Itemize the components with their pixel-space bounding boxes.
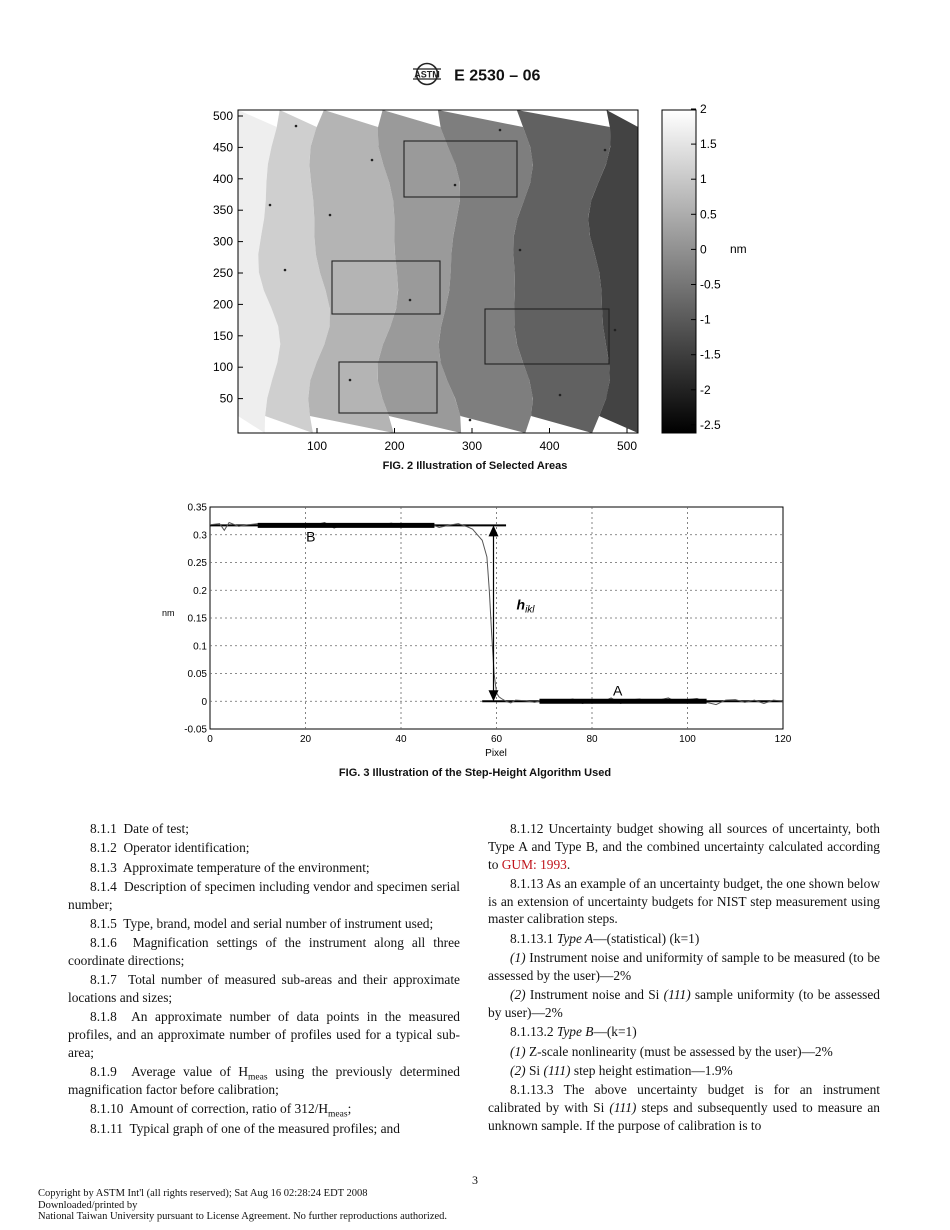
clause-8-1-6: 8.1.6 Magnification settings of the instrument along all three coordinate directions; <box>68 935 460 969</box>
x-tick-label: 100 <box>679 734 696 745</box>
y-tick-label: 0.2 <box>193 585 207 597</box>
y-tick-label: 350 <box>212 203 233 218</box>
colorbar-tick-label: 1 <box>700 172 707 187</box>
colorbar-tick-label: 1.5 <box>700 137 717 152</box>
colorbar-unit: nm <box>730 242 747 256</box>
colorbar-tick-label: -1.5 <box>700 347 721 362</box>
figure-2-image <box>0 0 950 460</box>
clause-8-1-1: 8.1.1 Date of test; <box>90 821 189 836</box>
right-text-column <box>488 820 880 1136</box>
y-tick-label: 50 <box>219 391 233 406</box>
y-tick-label: 100 <box>212 360 233 375</box>
speckle <box>269 204 272 207</box>
clause-8-1-5: 8.1.5 Type, brand, model and serial number of instrument used; <box>90 915 434 931</box>
figure-3-caption: FIG. 3 Illustration of the Step-Height Algorithm Used <box>338 767 612 779</box>
gum-reference-link[interactable]: GUM: 1993 <box>501 856 567 872</box>
x-tick-label: 20 <box>299 734 312 745</box>
colorbar-tick-label: -2.5 <box>700 417 721 432</box>
clause-8-1-9: 8.1.9 Average value of $H_{meas}$ using the previously determined magnification factor before calibration; <box>68 1064 460 1098</box>
colorbar-tick-label: 0.5 <box>700 207 717 222</box>
speckle <box>349 379 352 382</box>
colorbar-tick-label: 2 <box>700 102 707 116</box>
speckle <box>519 249 522 252</box>
y-tick-label: 150 <box>212 328 233 343</box>
speckle <box>614 329 617 332</box>
speckle <box>329 214 332 217</box>
clause-8-1-4: 8.1.4 Description of specimen including vendor and specimen serial number; <box>68 878 461 912</box>
topography-map <box>238 110 638 433</box>
speckle <box>371 159 374 162</box>
clause-8-1-3: 8.1.3 Approximate temperature of the environment; <box>90 859 370 875</box>
fit-label-B: B <box>306 528 316 545</box>
x-tick-label: 0 <box>207 734 213 745</box>
y-tick-label: 450 <box>212 140 233 155</box>
y-tick-label: 500 <box>212 109 233 123</box>
clause-8-1-13: 8.1.13 As an example of an uncertainty budget, the one shown below is an extension of uncertainty budgets for NIST step measurement using master calibration steps. <box>488 875 880 927</box>
y-tick-label: 250 <box>212 266 233 280</box>
clause-8-1-8: 8.1.8 An approximate number of data points in the measured profiles, and an approximate number of profiles used for a typical sub-area; <box>68 1009 460 1061</box>
y-tick-label: 0.05 <box>187 669 207 680</box>
speckle <box>295 125 298 128</box>
clause-8-1-2: 8.1.2 Operator identification; <box>90 840 250 856</box>
clause-8-1-10: 8.1.10 Amount of correction, ratio of $312/H_{meas}$; <box>90 1101 352 1121</box>
standard-designation: E 2530 – 06 <box>454 67 541 85</box>
y-tick-label: 300 <box>212 234 233 249</box>
y-tick-label: 0.1 <box>193 641 207 653</box>
x-tick-labels <box>207 734 792 745</box>
x-tick-label: 80 <box>586 734 598 745</box>
colorbar-tick-label: 0 <box>700 242 707 257</box>
fit-label-A: A <box>613 682 623 699</box>
y-axis-label: nm <box>162 608 175 618</box>
x-tick-label: 500 <box>616 439 638 453</box>
y-tick-label: 0 <box>201 696 207 708</box>
type-a-item-1: (1) Instrument noise and uniformity of sample to be measured (to be assessed by the user)—2% <box>488 950 880 983</box>
x-tick-label: 200 <box>384 439 405 453</box>
colorbar-tick-label: -2 <box>700 382 711 397</box>
x-tick-label: 300 <box>461 439 483 453</box>
speckle <box>469 419 472 422</box>
y-tick-label: -0.05 <box>184 724 207 736</box>
speckle <box>284 269 287 272</box>
clause-8-1-12: 8.1.12 Uncertainty budget showing all sources of uncertainty, both Type A and Type B, and the combined uncertainty calculated according to GUM: 1993. <box>488 821 880 872</box>
y-tick-label: 0.15 <box>187 613 207 625</box>
y-tick-label: 0.3 <box>193 530 207 542</box>
figure-3-chart <box>0 490 950 762</box>
clause-8-1-7: 8.1.7 Total number of measured sub-areas and their approximate locations and sizes; <box>68 972 460 1006</box>
speckle <box>454 184 457 187</box>
speckle <box>409 299 412 302</box>
y-tick-label: 0.35 <box>187 502 207 514</box>
clause-8-1-13-2: 8.1.13.2 Type B—(k=1) <box>510 1024 637 1040</box>
colorbar <box>662 110 696 433</box>
page-number: 3 <box>472 1173 478 1187</box>
x-tick-label: 400 <box>539 439 560 453</box>
type-a-item-2: (2) Instrument noise and Si (111) sample uniformity (to be assessed by user)—2% <box>488 987 880 1020</box>
clause-8-1-11: 8.1.11 Typical graph of one of the measured profiles; and <box>90 1120 400 1136</box>
type-b-item-1: (1) Z-scale nonlinearity (must be assessed by the user)—2% <box>510 1043 833 1059</box>
speckle <box>499 129 502 132</box>
colorbar-tick-label: -0.5 <box>700 277 721 292</box>
step-height-label: $h_{ikl}$ <box>516 596 535 616</box>
type-b-item-2: (2) Si (111) step height estimation—1.9% <box>510 1062 733 1078</box>
x-tick-label: 60 <box>490 734 503 745</box>
x-tick-label: 120 <box>774 734 792 745</box>
copyright-footer: Copyright by ASTM Int'l (all rights reserved); Sat Aug 16 02:28:24 EDT 2008 Downloaded/printed by National Taiwan University pursuant to License Agreement. No further reproductions authorized. <box>38 1188 448 1222</box>
x-tick-label: 100 <box>306 439 328 453</box>
x-tick-label: 40 <box>395 734 407 745</box>
colorbar-tick-label: -1 <box>700 312 711 327</box>
y-tick-label: 400 <box>212 171 233 186</box>
clause-8-1-13-1: 8.1.13.1 Type A—(statistical) (k=1) <box>510 930 700 946</box>
left-text-column <box>68 820 460 1139</box>
figure-2-caption: FIG. 2 Illustration of Selected Areas <box>382 460 568 472</box>
speckle <box>559 394 562 397</box>
speckle <box>604 149 607 152</box>
svg-text:ASTM: ASTM <box>413 69 440 80</box>
y-tick-labels <box>184 503 207 736</box>
clause-8-1-13-3: 8.1.13.3 The above uncertainty budget is for an instrument calibrated by with Si (111) steps and subsequently used to measure an unknown sample. If the purpose of calibration is to <box>488 1082 880 1133</box>
y-tick-label: 0.25 <box>187 558 207 569</box>
y-tick-label: 200 <box>212 297 233 312</box>
x-axis-label: Pixel <box>485 748 507 759</box>
